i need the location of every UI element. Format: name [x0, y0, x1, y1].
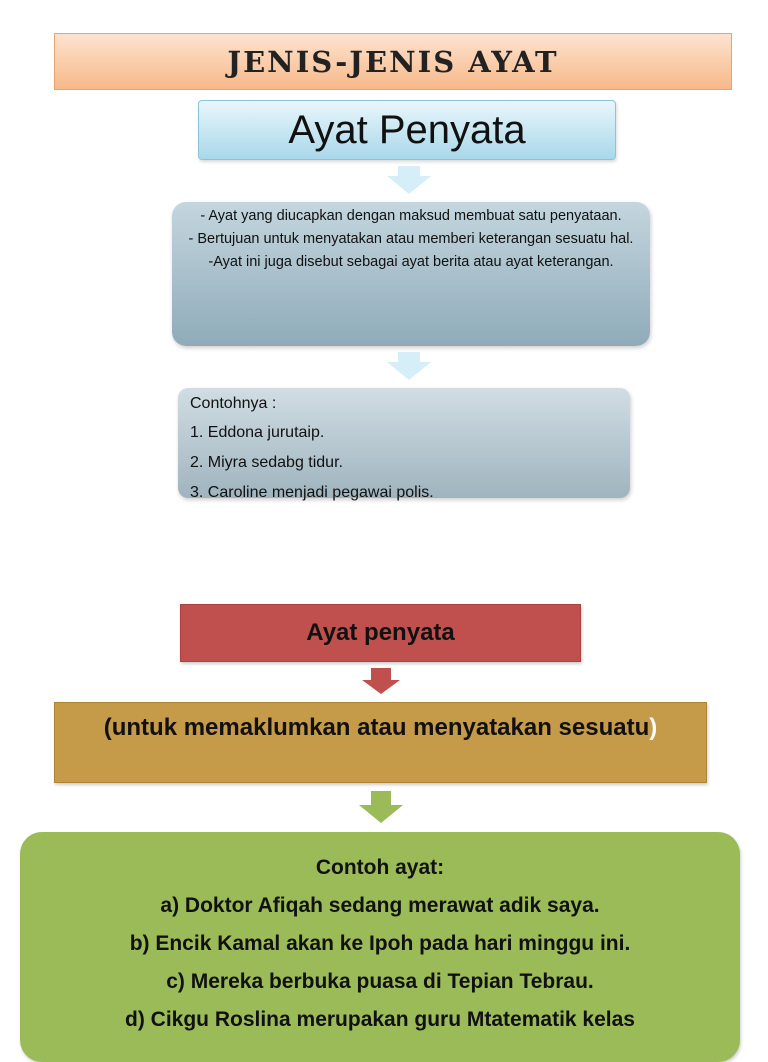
- purpose-text: (untuk memaklumkan atau menyatakan sesuatu: [103, 714, 650, 741]
- example-item: 3. Caroline menjadi pegawai polis.: [190, 484, 434, 501]
- example-sentence: a) Doktor Afiqah sedang merawat adik saya.: [160, 894, 600, 917]
- red-box-heading: Ayat penyata: [306, 619, 455, 646]
- purpose-box: [54, 702, 707, 783]
- ayat-penyata-red-box: [180, 604, 581, 662]
- down-arrow-head-icon: [387, 362, 431, 380]
- title-banner: [54, 33, 732, 90]
- green-arrow-icon: [371, 791, 391, 805]
- page-title: JENIS-JENIS AYAT: [227, 44, 559, 79]
- down-arrow-head-icon: [387, 176, 431, 194]
- purpose-close-paren: ): [649, 714, 658, 741]
- red-arrow-icon: [371, 668, 391, 680]
- example-sentences-box: [20, 832, 740, 1062]
- examples-heading: Contohnya :: [190, 395, 277, 412]
- green-arrow-head-icon: [359, 805, 403, 823]
- red-arrow-head-icon: [362, 680, 400, 694]
- description-line: -Ayat ini juga disebut sebagai ayat berita atau ayat keterangan.: [208, 254, 614, 270]
- description-box: [172, 202, 650, 346]
- down-arrow-icon: [398, 352, 420, 362]
- description-line: - Bertujuan untuk menyatakan atau memberi keterangan sesuatu hal.: [188, 231, 634, 247]
- example-sentence: c) Mereka berbuka puasa di Tepian Tebrau.: [166, 970, 594, 993]
- example-item: 2. Miyra sedabg tidur.: [190, 454, 343, 471]
- example-sentences-heading: Contoh ayat:: [315, 856, 445, 879]
- down-arrow-icon: [398, 166, 420, 176]
- examples-box: [178, 388, 630, 501]
- example-item: 1. Eddona jurutaip.: [190, 424, 325, 441]
- description-line: - Ayat yang diucapkan dengan maksud membuat satu penyataan.: [200, 208, 622, 224]
- example-sentence: b) Encik Kamal akan ke Ipoh pada hari minggu ini.: [129, 932, 631, 955]
- ayat-penyata-heading-box: [198, 100, 616, 160]
- example-sentence: d) Cikgu Roslina merupakan guru Mtatematik kelas: [125, 1008, 635, 1031]
- ayat-penyata-heading: Ayat Penyata: [288, 107, 526, 152]
